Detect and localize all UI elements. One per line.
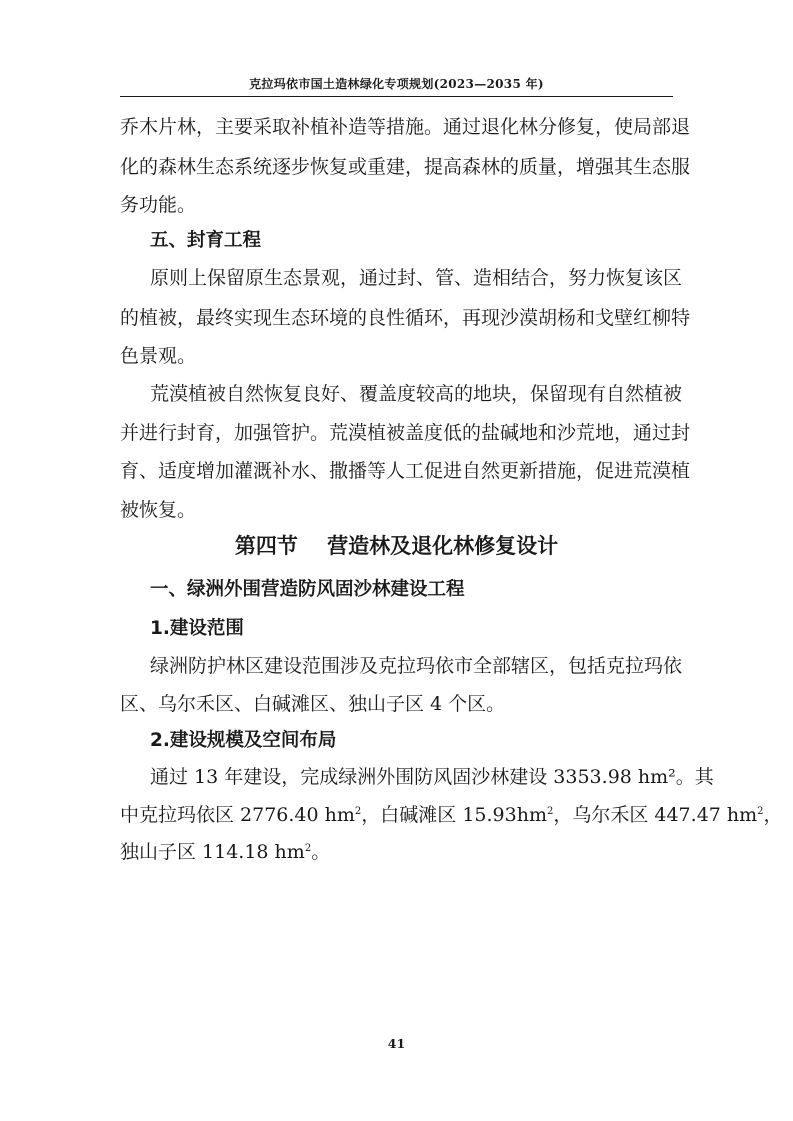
paragraph-line: 荒漠植被自然恢复良好、覆盖度较高的地块，保留现有自然植被	[150, 383, 683, 405]
paragraph-line: 化的森林生态系统逐步恢复或重建，提高森林的质量，增强其生态服	[120, 156, 691, 178]
running-header: 克拉玛依市国土造林绿化专项规划(2023—2035 年)	[249, 77, 544, 91]
area-text: ，	[763, 804, 783, 826]
area-text: ，白碱滩区 15.93hm	[361, 804, 547, 826]
paragraph-line-areas	[120, 837, 673, 867]
paragraph-line: 通过 13 年建设，完成绿洲外围防风固沙林建设 3353.98 hm²。其	[150, 766, 714, 788]
area-text: 独山子区 114.18 hm	[120, 841, 305, 863]
item-heading-scope: 1.建设范围	[150, 618, 244, 639]
section-title: 第四节 营造林及退化林修复设计	[234, 534, 559, 558]
unit-superscript: 2	[304, 843, 312, 854]
paragraph-line: 育、适度增加灌溉补水、撒播等人工促进自然更新措施，促进荒漠植	[120, 460, 691, 482]
area-text: ，乌尔禾区 447.47 hm	[553, 804, 758, 826]
header-rule	[120, 96, 673, 97]
unit-superscript: 2	[354, 806, 362, 817]
paragraph-line: 并进行封育，加强管护。荒漠植被盖度低的盐碱地和沙荒地，通过封	[120, 422, 691, 444]
paragraph-line-areas	[120, 800, 783, 830]
paragraph-line: 绿洲防护林区建设范围涉及克拉玛依市全部辖区，包括克拉玛依	[150, 655, 683, 677]
paragraph-line: 被恢复。	[120, 499, 197, 521]
area-text: 中克拉玛依区 2776.40 hm	[120, 804, 355, 826]
unit-superscript: 2	[757, 806, 764, 817]
paragraph-line: 的植被，最终实现生态环境的良性循环，再现沙漠胡杨和戈壁红柳特	[120, 307, 691, 329]
page-number: 41	[387, 1036, 406, 1051]
paragraph-line: 区、乌尔禾区、白碱滩区、独山子区 4 个区。	[120, 693, 506, 715]
item-heading-scale-layout: 2.建设规模及空间布局	[150, 730, 337, 751]
paragraph-line: 务功能。	[120, 194, 197, 216]
area-text: 。	[311, 841, 331, 863]
paragraph-line: 色景观。	[120, 345, 197, 367]
paragraph-line: 乔木片林，主要采取补植补造等措施。通过退化林分修复，使局部退	[120, 116, 691, 138]
unit-superscript: 2	[546, 806, 554, 817]
subheading-windbreak-project: 一、绿洲外围营造防风固沙林建设工程	[150, 579, 465, 600]
heading-sealing-project: 五、封育工程	[150, 230, 262, 251]
paragraph-line: 原则上保留原生态景观，通过封、管、造相结合，努力恢复该区	[150, 267, 683, 289]
